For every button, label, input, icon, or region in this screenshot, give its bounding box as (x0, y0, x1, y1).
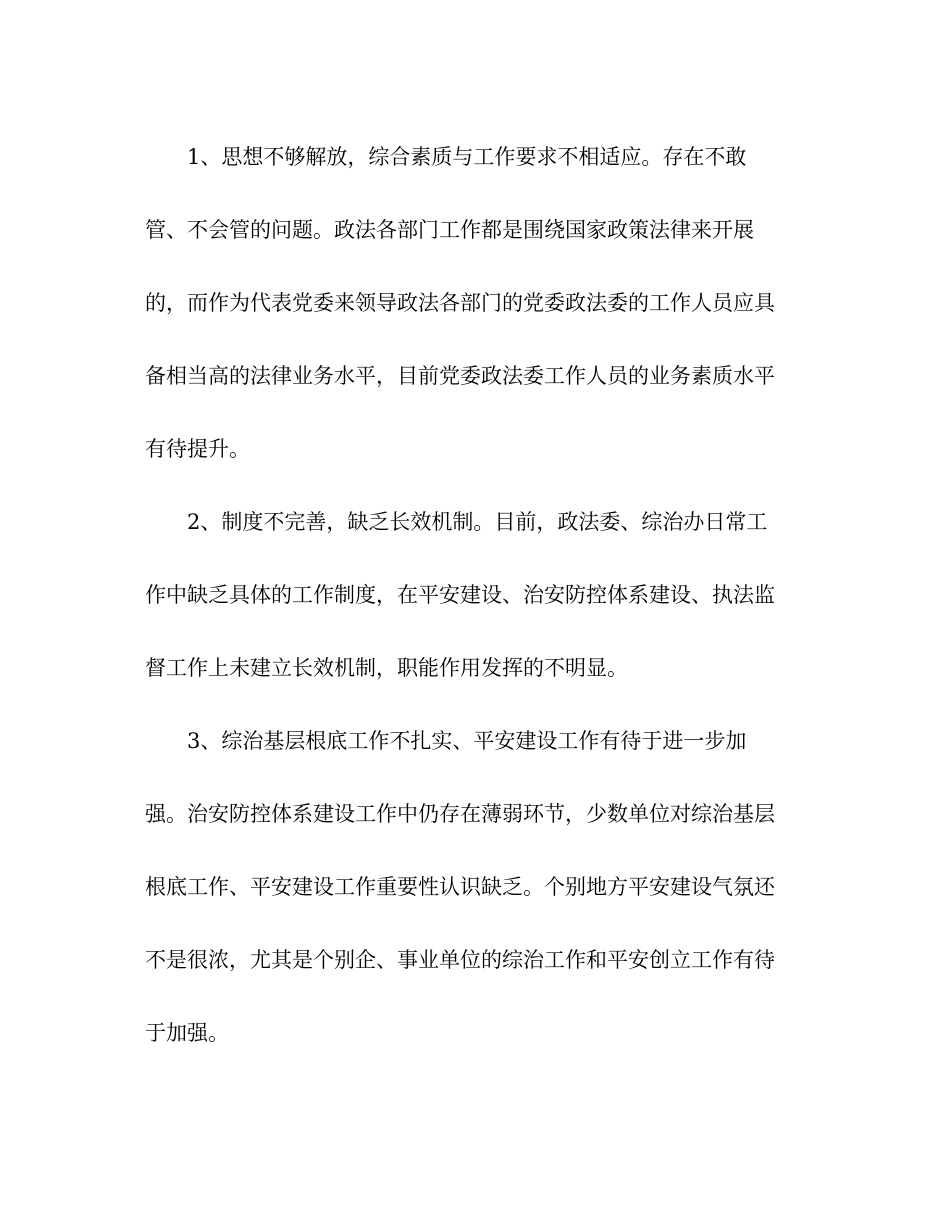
text-line: 有待提升。 (145, 437, 250, 461)
text-line: 备相当高的法律业务水平，目前党委政法委工作人员的业务素质水平 (145, 364, 775, 388)
document-body (145, 132, 805, 1081)
paragraph-3 (145, 716, 805, 1081)
text-line: 作中缺乏具体的工作制度，在平安建设、治安防控体系建设、执法监 (145, 583, 775, 607)
text-line: 根底工作、平安建设工作重要性认识缺乏。个别地方平安建设气氛还 (145, 875, 775, 899)
text-line: 于加强。 (145, 1021, 229, 1045)
text-line: 的，而作为代表党委来领导政法各部门的党委政法委的工作人员应具 (145, 291, 775, 315)
text-line: 1、思想不够解放，综合素质与工作要求不相适应。存在不敢 (187, 145, 747, 169)
text-line: 不是很浓，尤其是个别企、事业单位的综治工作和平安创立工作有待 (145, 948, 775, 972)
text-line: 管、不会管的问题。政法各部门工作都是围绕国家政策法律来开展 (145, 218, 754, 242)
paragraph-1 (145, 132, 805, 497)
text-line: 强。治安防控体系建设工作中仍存在薄弱环节，少数单位对综治基层 (145, 802, 775, 826)
text-line: 3、综治基层根底工作不扎实、平安建设工作有待于进一步加 (187, 729, 747, 753)
paragraph-2 (145, 497, 805, 716)
text-line: 督工作上未建立长效机制，职能作用发挥的不明显。 (145, 656, 628, 680)
text-line: 2、制度不完善，缺乏长效机制。目前，政法委、综治办日常工 (187, 510, 768, 534)
